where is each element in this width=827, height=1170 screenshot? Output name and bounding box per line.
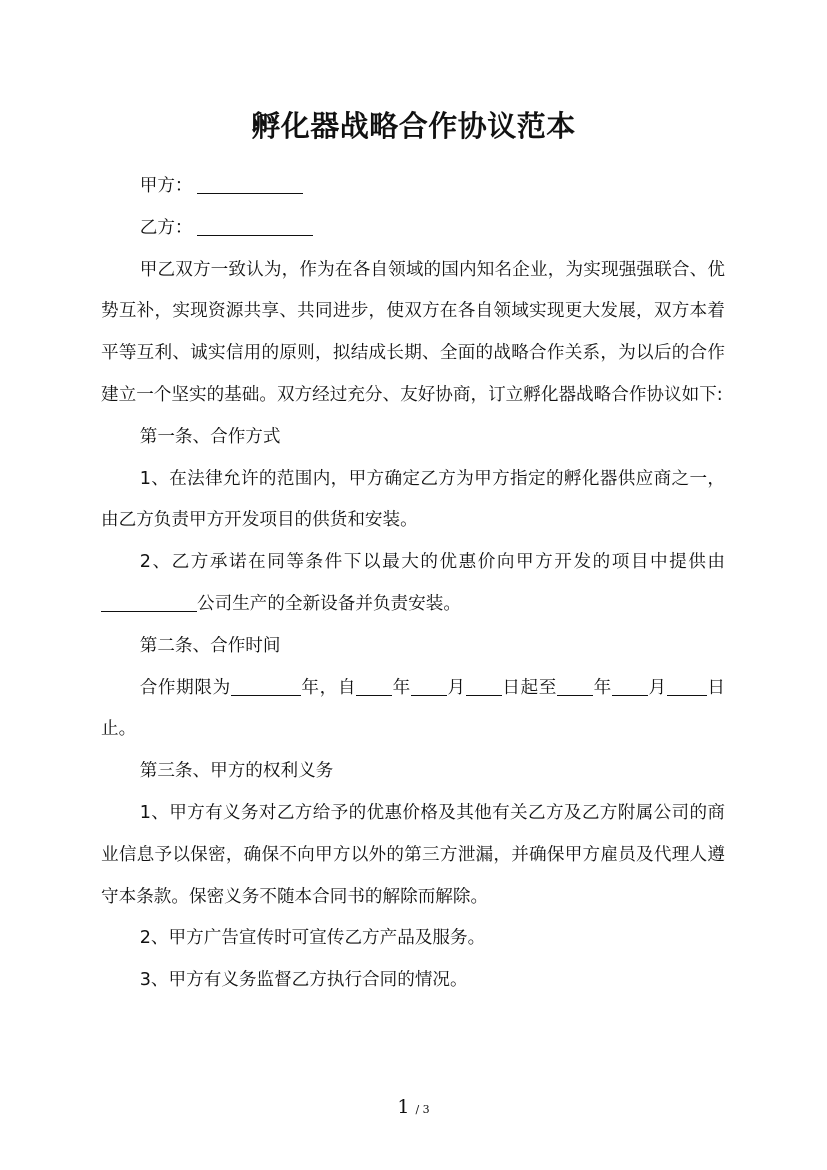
end-day-blank [667, 676, 707, 695]
supplier-company-blank [101, 593, 197, 612]
page-number [0, 1094, 827, 1123]
start-day-blank [466, 676, 502, 695]
term-text-4: 月 [446, 677, 466, 698]
intro-paragraph: 甲乙双方一致认为，作为在各自领域的国内知名企业，为实现强强联合、优势互补，实现资源共享、共同进步，使双方在各自领域实现更大发展，双方本着平等互利、诚实信用的原则，拟结成长期、全面的战略合作关系，为以后的合作建立一个坚实的基础。双方经过充分、友好协商，订立孵化器战略合作协议如下: [101, 259, 725, 405]
party-a-line [101, 166, 725, 208]
article-3-heading: 第三条、甲方的权利义务 [139, 761, 334, 782]
page-current: 1 [397, 1096, 410, 1118]
article-2-heading: 第二条、合作时间 [139, 635, 281, 656]
term-text-8: 日止。 [101, 677, 725, 740]
article-1-heading: 第一条、合作方式 [139, 426, 281, 447]
end-month-blank [612, 676, 648, 695]
term-years-blank [231, 676, 301, 695]
start-year-blank [356, 676, 392, 695]
start-month-blank [411, 676, 447, 695]
article-3-item-2: 2、甲方广告宣传时可宣传乙方产品及服务。 [139, 928, 486, 949]
article-1-item-2-text-after: 公司生产的全新设备并负责安装。 [197, 593, 461, 614]
party-a-blank [197, 175, 303, 194]
party-b-label: 乙方： [139, 217, 193, 238]
article-1-item-1: 1、在法律允许的范围内，甲方确定乙方为甲方指定的孵化器供应商之一，由乙方负责甲方开发项目的供货和安装。 [101, 468, 725, 531]
article-3-item-1: 1、甲方有义务对乙方给予的优惠价格及其他有关乙方及乙方附属公司的商业信息予以保密，确保不向甲方以外的第三方泄漏，并确保甲方雇员及代理人遵守本条款。保密义务不随本合同书的解除而解除。 [101, 802, 725, 907]
term-text-6: 年 [593, 677, 612, 698]
article-1-item-2-text-before: 2、乙方承诺在同等条件下以最大的优惠价向甲方开发的项目中提供由 [139, 552, 725, 573]
party-b-line [101, 208, 725, 250]
term-text-5: 日起至 [501, 677, 558, 698]
term-paragraph [101, 668, 725, 752]
document-title: 孵化器战略合作协议范本 [251, 109, 576, 143]
party-a-label: 甲方： [139, 176, 193, 196]
article-1-item-2 [101, 542, 725, 626]
page-total: / 3 [415, 1103, 430, 1116]
term-text-1: 合作期限为 [139, 677, 231, 698]
document-body [101, 166, 725, 1002]
term-text-7: 月 [647, 677, 667, 698]
article-3-item-3: 3、甲方有义务监督乙方执行合同的情况。 [139, 970, 468, 991]
party-b-blank [197, 216, 313, 235]
term-text-3: 年 [392, 677, 411, 698]
end-year-blank [557, 676, 593, 695]
term-text-2: 年，自 [300, 677, 357, 698]
